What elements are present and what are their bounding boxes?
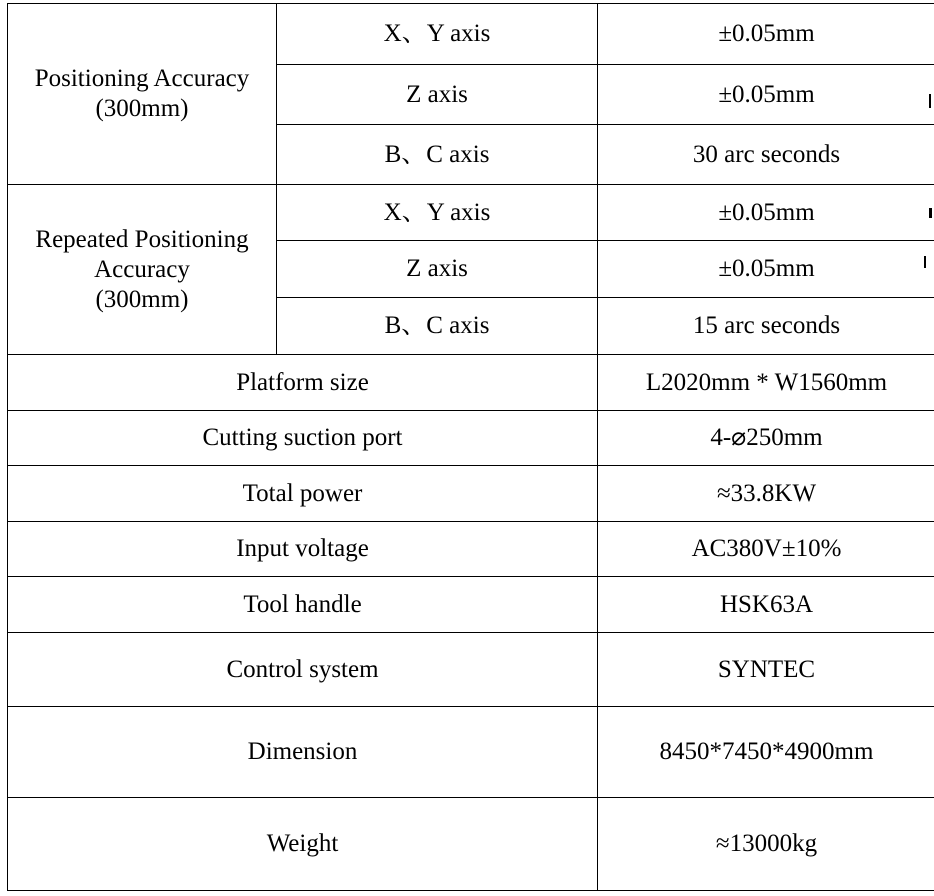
spec-value-cell: SYNTEC [598,633,934,707]
spec-value-cell: 8450*7450*4900mm [598,707,934,798]
table-row [8,4,934,65]
edge-mark [929,208,932,218]
specification-table [7,3,934,891]
spec-value-cell: 4-⌀250mm [598,411,934,466]
spec-name-cell: Cutting suction port [8,411,598,466]
axis-cell: X、Y axis [277,185,598,241]
axis-cell: Z axis [277,65,598,125]
repeated-positioning-accuracy-label-line3: (300mm) [95,285,189,313]
table-row [8,577,934,633]
spec-name-cell: Total power [8,466,598,522]
value-cell: ±0.05mm [598,65,934,125]
repeated-positioning-accuracy-label-line1: Repeated Positioning [35,225,249,253]
spec-value-cell: L2020mm * W1560mm [598,355,934,411]
value-cell: 30 arc seconds [598,125,934,185]
spec-value-cell: HSK63A [598,577,934,633]
axis-cell: Z axis [277,241,598,298]
value-cell: ±0.05mm [598,241,934,298]
table-row [8,633,934,707]
edge-mark [929,94,931,108]
table-row [8,707,934,798]
table-row [8,466,934,522]
value-cell: ±0.05mm [598,185,934,241]
table-row [8,411,934,466]
spec-value-cell: ≈13000kg [598,798,934,891]
axis-cell: X、Y axis [277,4,598,65]
value-cell: ±0.05mm [598,4,934,65]
spec-name-cell: Weight [8,798,598,891]
spec-value-cell: AC380V±10% [598,522,934,577]
spec-value-cell: ≈33.8KW [598,466,934,522]
positioning-accuracy-label-line1: Positioning Accuracy [34,65,250,92]
table-row [8,355,934,411]
edge-mark [924,256,926,268]
spec-name-cell: Platform size [8,355,598,411]
repeated-positioning-accuracy-label [8,185,277,355]
spec-name-cell: Input voltage [8,522,598,577]
spec-name-cell: Tool handle [8,577,598,633]
table-row [8,798,934,891]
positioning-accuracy-label-line2: (300mm) [95,95,189,122]
axis-cell: B、C axis [277,298,598,355]
spec-name-cell: Control system [8,633,598,707]
positioning-accuracy-label [8,4,277,185]
spec-name-cell: Dimension [8,707,598,798]
repeated-positioning-accuracy-label-line2: Accuracy [94,255,190,283]
axis-cell: B、C axis [277,125,598,185]
value-cell: 15 arc seconds [598,298,934,355]
table-row [8,185,934,241]
table-row [8,522,934,577]
